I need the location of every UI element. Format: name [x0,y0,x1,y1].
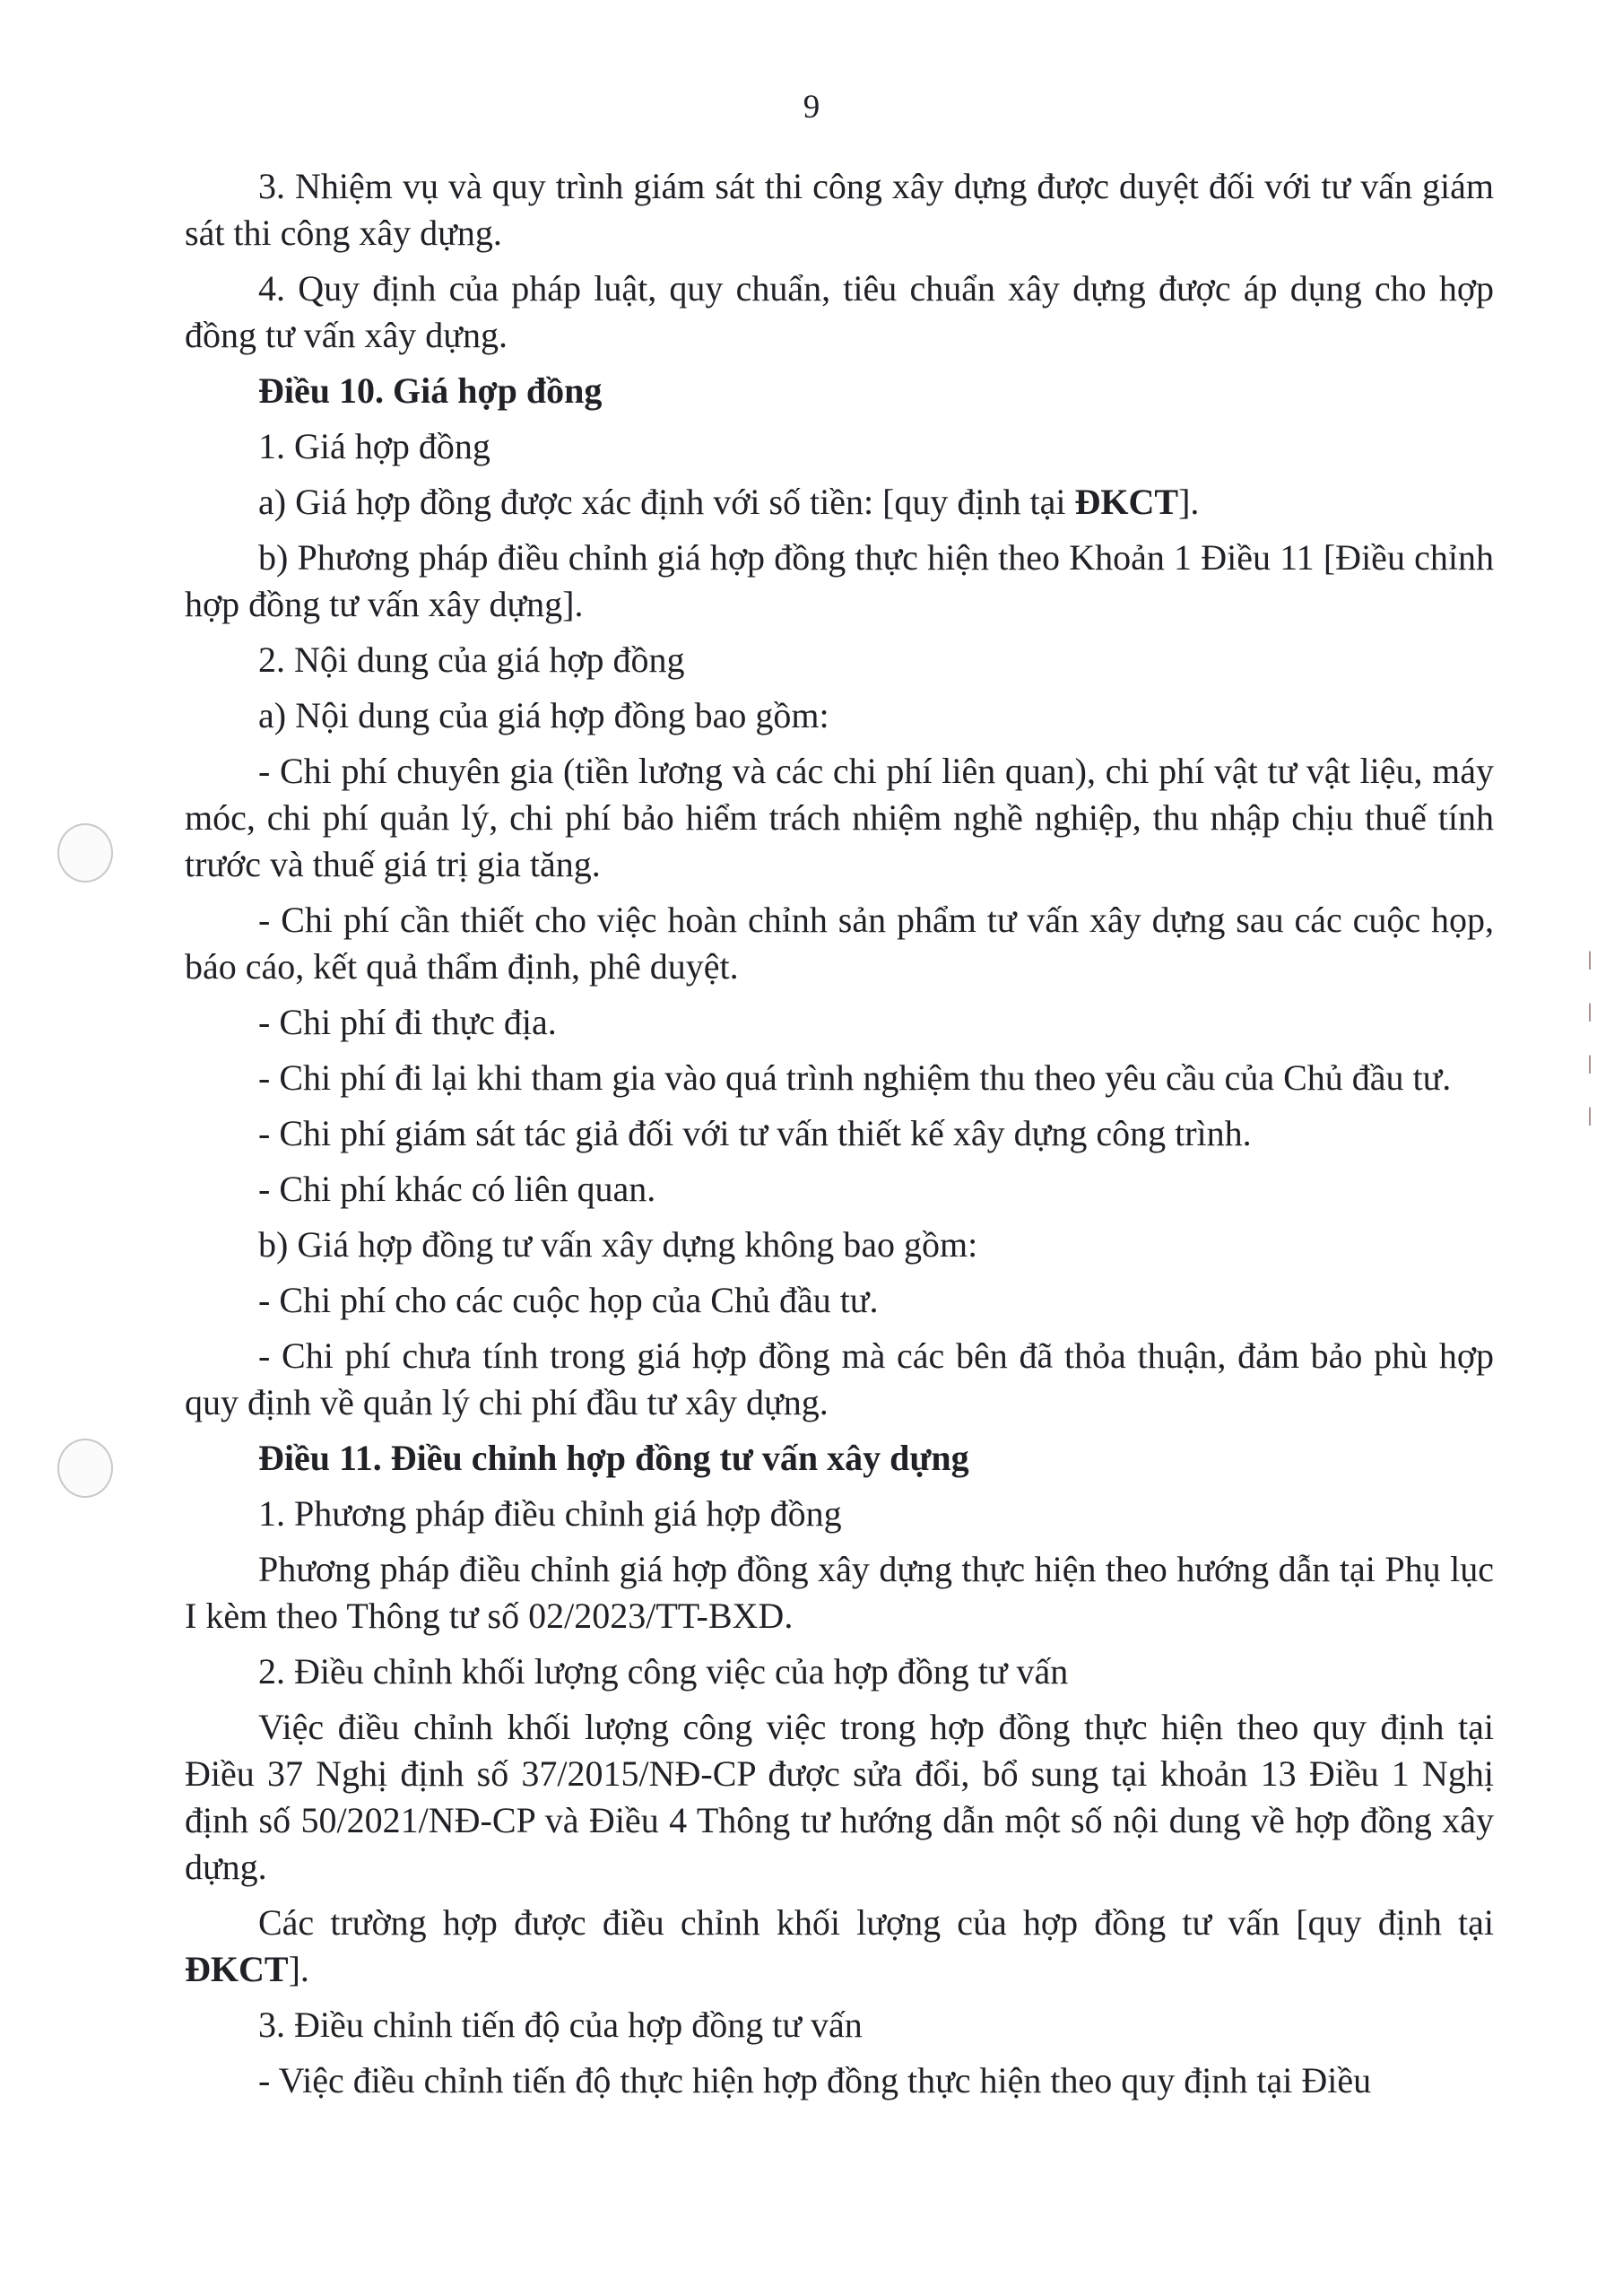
list-item-other-costs: - Chi phí khác có liên quan. [258,1169,656,1209]
section-1-contract-price: 1. Giá hợp đồng [258,426,490,466]
page-number: 9 [803,89,820,126]
paragraph-price-adjustment-method: b) Phương pháp điều chỉnh giá hợp đồng thực hiện theo Khoản 1 Điều 11 [Điều chỉnh hợp đồng tư vấn xây dựng]. [185,537,1494,624]
section-2-price-content: 2. Nội dung của giá hợp đồng [258,639,685,680]
paragraph-item-3-supervision: 3. Nhiệm vụ và quy trình giám sát thi công xây dựng được duyệt đối với tư vấn giám sát thi công xây dựng. [185,166,1494,253]
list-item-completion-costs: - Chi phí cần thiết cho việc hoàn chỉnh sản phẩm tư vấn xây dựng sau các cuộc họp, báo cáo, kết quả thẩm định, phê duyệt. [185,900,1494,987]
paragraph-price-excludes: b) Giá hợp đồng tư vấn xây dựng không bao gồm: [258,1224,978,1265]
paragraph-item-4-regulations: 4. Quy định của pháp luật, quy chuẩn, tiêu chuẩn xây dựng được áp dụng cho hợp đồng tư vấn xây dựng. [185,268,1494,355]
section-1-adjustment-method: 1. Phương pháp điều chỉnh giá hợp đồng [258,1493,842,1534]
section-3-schedule-adjustment: 3. Điều chỉnh tiến độ của hợp đồng tư vấn [258,2005,863,2045]
paragraph-volume-adjustment-cases: Các trường hợp được điều chỉnh khối lượng của hợp đồng tư vấn [quy định tại ĐKCT]. [185,1902,1494,1989]
list-item-travel-costs: - Chi phí đi lại khi tham gia vào quá trình nghiệm thu theo yêu cầu của Chủ đầu tư. [258,1057,1452,1098]
punch-hole-top [57,823,113,883]
punch-hole-bottom [57,1439,113,1498]
paragraph-volume-adjustment-detail: Việc điều chỉnh khối lượng công việc trong hợp đồng thực hiện theo quy định tại Điều 37 Nghị định số 37/2015/NĐ-CP được sửa đổi, bổ sung tại khoản 13 Điều 1 Nghị định số 50/2021/NĐ-CP và Điều 4 Thông tư hướng dẫn một số nội dung về hợp đồng xây dựng. [185,1707,1494,1887]
paragraph-price-amount: a) Giá hợp đồng được xác định với số tiền: [quy định tại ĐKCT]. [258,482,1200,522]
article-10-heading: Điều 10. Giá hợp đồng [258,370,603,411]
paragraph-schedule-adjustment-detail: - Việc điều chỉnh tiến độ thực hiện hợp đồng thực hiện theo quy định tại Điều [258,2060,1372,2100]
list-item-author-supervision: - Chi phí giám sát tác giả đối với tư vấn thiết kế xây dựng công trình. [258,1113,1252,1153]
section-2-volume-adjustment: 2. Điều chỉnh khối lượng công việc của hợp đồng tư vấn [258,1651,1069,1692]
list-item-field-trip: - Chi phí đi thực địa. [258,1002,557,1042]
edge-stamp-marks: | | | | [1586,948,1593,1126]
list-item-uncounted-costs: - Chi phí chưa tính trong giá hợp đồng mà các bên đã thỏa thuận, đảm bảo phù hợp quy định về quản lý chi phí đầu tư xây dựng. [185,1335,1494,1422]
list-item-meeting-costs: - Chi phí cho các cuộc họp của Chủ đầu tư. [258,1280,879,1320]
document-body [185,163,1494,2113]
article-11-heading: Điều 11. Điều chỉnh hợp đồng tư vấn xây dựng [258,1438,969,1478]
paragraph-adjustment-method-detail: Phương pháp điều chỉnh giá hợp đồng xây dựng thực hiện theo hướng dẫn tại Phụ lục I kèm theo Thông tư số 02/2023/TT-BXD. [185,1549,1494,1636]
paragraph-price-includes: a) Nội dung của giá hợp đồng bao gồm: [258,695,829,735]
list-item-expert-costs: - Chi phí chuyên gia (tiền lương và các chi phí liên quan), chi phí vật tư vật liệu, máy móc, chi phí quản lý, chi phí bảo hiểm trách nhiệm nghề nghiệp, thu nhập chịu thuế tính trước và thuế giá trị gia tăng. [185,751,1494,884]
